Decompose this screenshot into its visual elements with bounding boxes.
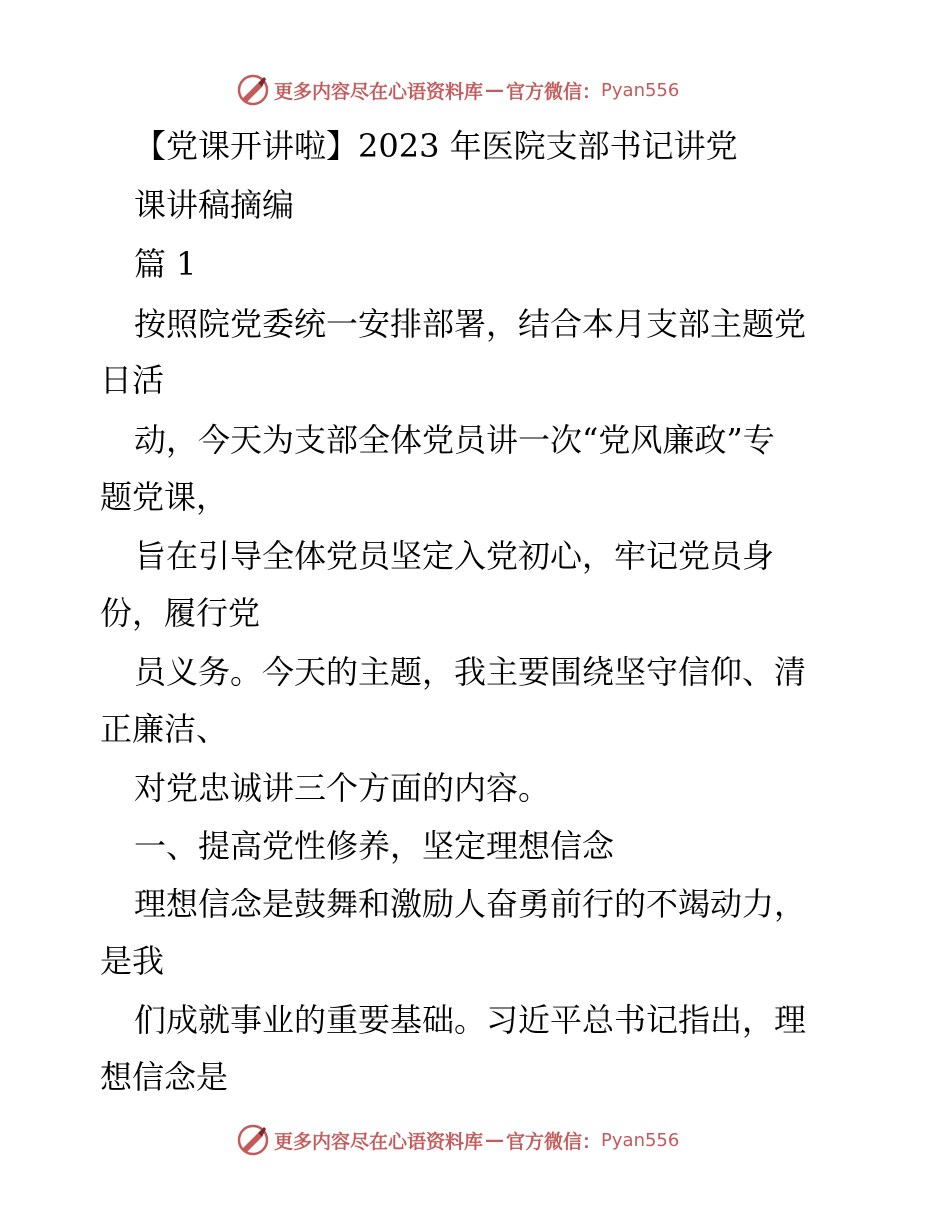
paragraph-line: 题党课， <box>100 478 229 516</box>
header-dash: — <box>485 79 505 101</box>
paragraph-line: 旨在引导全体党员坚定入党初心，牢记党员身 <box>134 537 775 575</box>
doc-title-line-2: 课讲稿摘编 <box>134 186 295 224</box>
footer-watermark <box>236 1122 679 1158</box>
header-wechat-id: Pyan556 <box>601 79 680 101</box>
paragraph-line: 动，今天为支部全体党员讲一次“党风廉政”专 <box>134 421 775 459</box>
paragraph-line: 日活 <box>100 361 165 399</box>
paragraph-line: 份，履行党 <box>100 594 261 632</box>
paragraph-line: 理想信念是鼓舞和激励人奋勇前行的不竭动力， <box>134 885 807 923</box>
subheading: 一、提高党性修养，坚定理想信念 <box>134 827 615 865</box>
paragraph-line: 员义务。今天的主题，我主要围绕坚守信仰、清 <box>134 653 807 691</box>
paragraph-line: 是我 <box>100 942 165 980</box>
footer-note: 更多内容尽在心语资料库 <box>274 1130 484 1153</box>
footer-wechat-label: 官方微信： <box>506 1130 602 1153</box>
doc-title-line-1: 【党课开讲啦】2023 年医院支部书记讲党 <box>134 127 738 165</box>
section-heading: 篇 1 <box>134 245 197 283</box>
pen-logo-icon <box>236 73 270 107</box>
paragraph-line: 按照院党委统一安排部署，结合本月支部主题党 <box>134 305 807 343</box>
paragraph-line: 正廉洁、 <box>100 710 229 748</box>
pen-logo-icon <box>236 1123 270 1157</box>
header-note: 更多内容尽在心语资料库 <box>274 80 484 103</box>
paragraph-line: 们成就事业的重要基础。习近平总书记指出，理 <box>134 1001 807 1039</box>
header-watermark <box>236 72 679 108</box>
footer-dash: — <box>485 1129 505 1151</box>
header-wechat-label: 官方微信： <box>506 80 602 103</box>
footer-wechat-id: Pyan556 <box>601 1129 680 1151</box>
paragraph-line: 对党忠诚讲三个方面的内容。 <box>134 769 551 807</box>
paragraph-line: 想信念是 <box>100 1058 229 1096</box>
